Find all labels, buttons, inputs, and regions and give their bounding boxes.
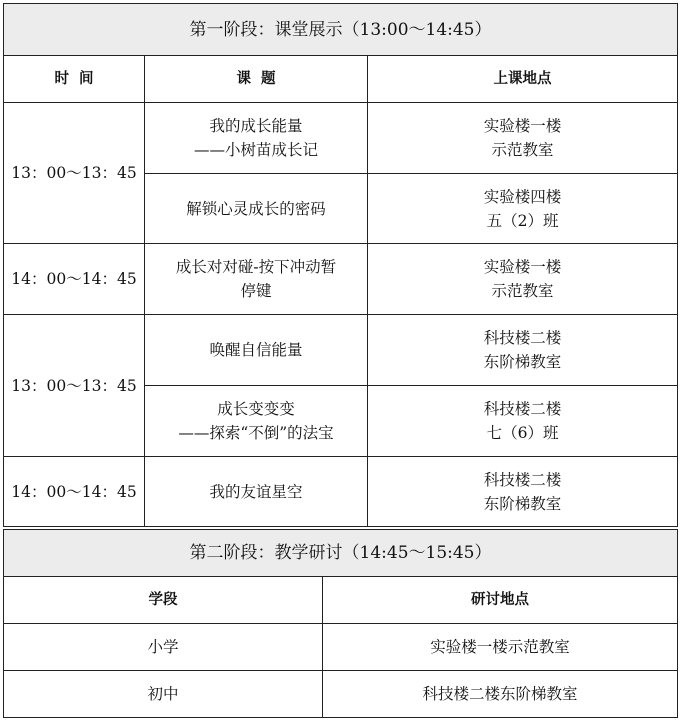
location-line: 示范教室 [491,141,554,159]
header-location: 上课地点 [368,56,678,103]
header-time: 时 间 [4,56,145,103]
stage-cell: 小学 [4,624,323,671]
location-cell [368,244,678,315]
table-row [4,671,678,718]
location-line: 示范教室 [491,282,554,300]
stage-cell: 初中 [4,671,323,718]
topic-cell [145,457,368,527]
table-row [4,315,678,386]
time-cell: 14：00～14：45 [4,457,145,527]
discussion-location-cell: 科技楼二楼东阶梯教室 [323,671,678,718]
phase2-table [3,529,678,718]
phase2-title: 第二阶段：教学研讨（14:45～15:45） [4,530,678,577]
location-line: 实验楼一楼 [483,258,562,276]
header-topic: 课 题 [145,56,368,103]
header-stage: 学段 [4,577,323,624]
header-discussion-location: 研讨地点 [323,577,678,624]
location-line: 东阶梯教室 [483,494,562,513]
location-line: 实验楼四楼 [483,187,562,206]
time-cell: 14：00～14：45 [4,244,145,315]
topic-line: ——探索“不倒”的法宝 [178,424,334,442]
location-line: 科技楼二楼 [483,400,562,418]
topic-line: 解锁心灵成长的密码 [186,199,326,218]
table-row [4,624,678,671]
table-row [4,244,678,315]
table-row [4,103,678,174]
location-cell [368,174,678,244]
location-line: 东阶梯教室 [483,353,562,371]
time-cell: 13：00～13：45 [4,315,145,457]
location-cell [368,103,678,174]
topic-cell [145,315,368,386]
phase1-title: 第一阶段：课堂展示（13:00～14:45） [4,4,678,56]
topic-cell [145,244,368,315]
location-line: 七（6）班 [486,424,559,442]
location-line: 五（2）班 [486,211,559,230]
topic-line: 我的友谊星空 [209,482,303,501]
location-cell [368,315,678,386]
location-cell [368,386,678,457]
topic-line: 停键 [240,282,272,300]
topic-cell [145,103,368,174]
topic-line: 我的成长能量 [209,117,303,135]
topic-line: ——小树苗成长记 [193,141,318,159]
location-line: 实验楼一楼 [483,117,562,135]
location-cell [368,457,678,527]
topic-line: 唤醒自信能量 [209,341,303,359]
topic-line: 成长对对碰-按下冲动暂 [175,258,337,276]
location-line: 科技楼二楼 [483,329,562,347]
topic-line: 成长变变变 [217,400,295,418]
phase1-table [3,3,678,527]
location-line: 科技楼二楼 [483,470,562,489]
discussion-location-cell: 实验楼一楼示范教室 [323,624,678,671]
topic-cell [145,386,368,457]
time-cell: 13：00～13：45 [4,103,145,244]
table-row [4,457,678,527]
topic-cell [145,174,368,244]
